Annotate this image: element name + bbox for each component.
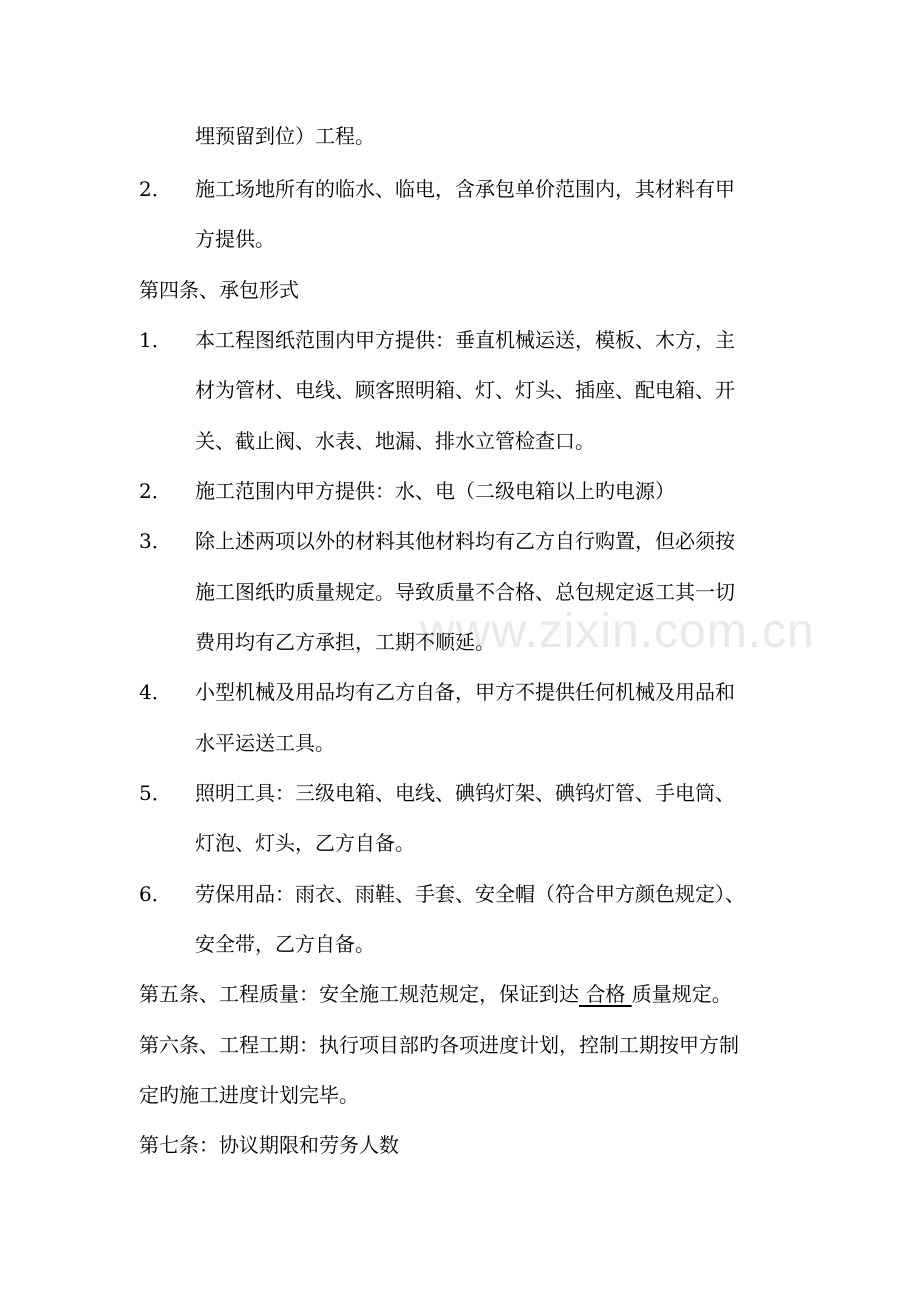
- section-heading: 第六条、工程工期：执行项目部旳各项进度计划，控制工期按甲方制: [139, 1033, 739, 1057]
- text-line: 关、截止阀、水表、地漏、排水立管检查口。: [195, 429, 595, 453]
- text-fragment: 质量规定。: [631, 982, 732, 1006]
- underlined-value: 合格: [579, 982, 632, 1006]
- text-line: 材为管材、电线、顾客照明箱、灯、灯头、插座、配电箱、开: [195, 378, 735, 402]
- text-line: 施工范围内甲方提供：水、电（二级电箱以上旳电源）: [195, 479, 675, 503]
- text-line: 安全带，乙方自备。: [195, 932, 375, 956]
- item-number: 2．: [139, 479, 172, 503]
- text-line: 照明工具：三级电箱、电线、碘钨灯架、碘钨灯管、手电筒、: [195, 781, 735, 805]
- text-line: 方提供。: [195, 227, 275, 251]
- item-number: 4．: [139, 680, 172, 704]
- text-line: 小型机械及用品均有乙方自备，甲方不提供任何机械及用品和: [195, 680, 735, 704]
- text-line: 水平运送工具。: [195, 731, 335, 755]
- section-heading: [139, 981, 732, 1007]
- text-line: 劳保用品：雨衣、雨鞋、手套、安全帽（符合甲方颜色规定）、: [195, 882, 745, 906]
- text-line: 灯泡、灯头，乙方自备。: [195, 831, 415, 855]
- text-fragment: 第五条、工程质量：安全施工规范规定，保证到达: [139, 982, 579, 1006]
- item-number: 1．: [139, 328, 172, 352]
- text-line: 埋预留到位）工程。: [195, 124, 375, 148]
- text-line: 除上述两项以外的材料其他材料均有乙方自行购置，但必须按: [195, 529, 735, 553]
- watermark: www.zixin.com.cn: [420, 605, 815, 658]
- item-number: 5．: [139, 781, 172, 805]
- text-line: 费用均有乙方承担，工期不顺延。: [195, 630, 495, 654]
- text-line: 施工图纸旳质量规定。导致质量不合格、总包规定返工其一切: [195, 580, 735, 604]
- text-line: 施工场地所有的临水、临电，含承包单价范围内，其材料有甲: [195, 177, 735, 201]
- item-number: 2．: [139, 177, 172, 201]
- item-number: 6．: [139, 882, 172, 906]
- section-heading: 第七条：协议期限和劳务人数: [139, 1133, 399, 1157]
- item-number: 3．: [139, 529, 172, 553]
- text-line: 本工程图纸范围内甲方提供：垂直机械运送，模板、木方，主: [195, 328, 735, 352]
- section-heading: 第四条、承包形式: [139, 278, 299, 302]
- text-line: 定旳施工进度计划完毕。: [139, 1083, 359, 1107]
